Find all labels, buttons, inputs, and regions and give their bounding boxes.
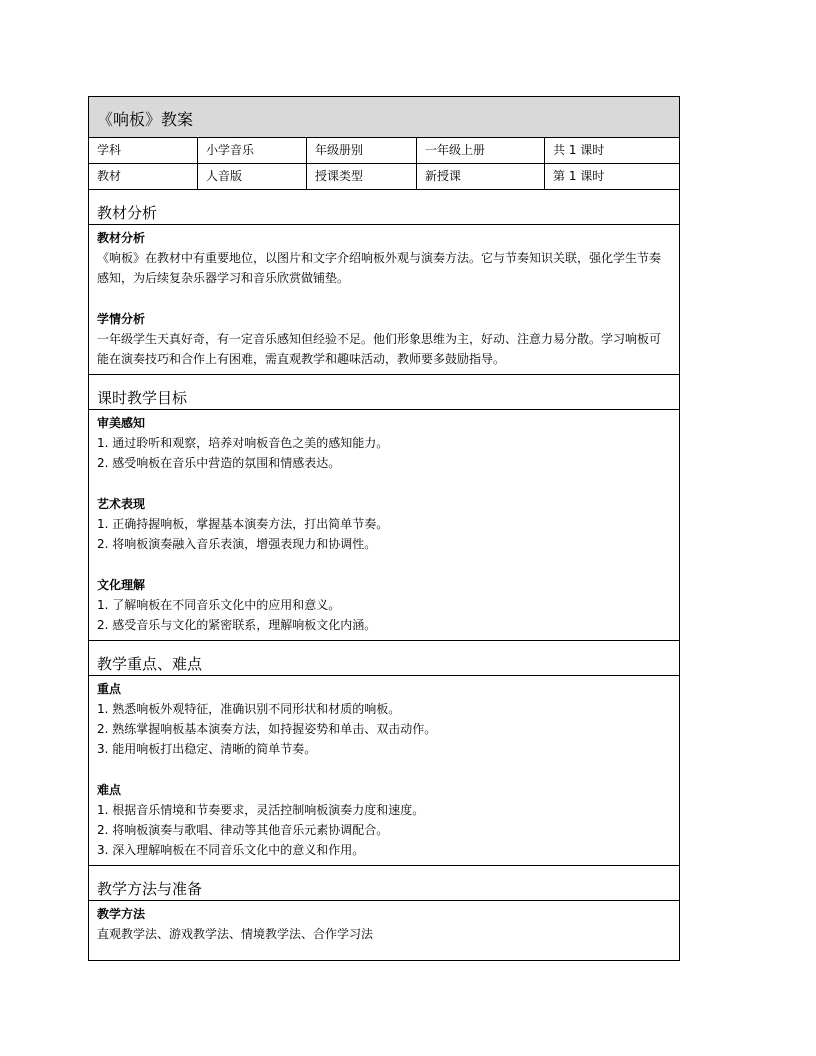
subsection-title: 文化理解 xyxy=(97,578,146,592)
lesson-plan-document xyxy=(88,96,680,961)
subsection-title: 审美感知 xyxy=(97,416,146,430)
info-value-grade: 一年级上册 xyxy=(417,138,545,163)
subsection-title: 学情分析 xyxy=(97,312,146,326)
info-label-textbook: 教材 xyxy=(89,164,198,189)
info-value-subject: 小学音乐 xyxy=(198,138,307,163)
list-item: 3. 深入理解响板在不同音乐文化中的意义和作用。 xyxy=(97,843,365,857)
section-body-key-points xyxy=(89,676,679,866)
list-item: 2. 将响板演奏融入音乐表演，增强表现力和协调性。 xyxy=(97,537,377,551)
subsection-text: 一年级学生天真好奇，有一定音乐感知但经验不足。他们形象思维为主，好动、注意力易分散。学习响板可能在演奏技巧和合作上有困难，需直观教学和趣味活动，教师要多鼓励指导。 xyxy=(97,332,662,366)
info-value-lesson-type: 新授课 xyxy=(417,164,545,189)
info-row-textbook xyxy=(89,164,679,190)
subsection xyxy=(97,228,671,288)
info-label-subject: 学科 xyxy=(89,138,198,163)
document-title: 《响板》教案 xyxy=(89,97,679,138)
subsection-title: 艺术表现 xyxy=(97,497,146,511)
list-item: 1. 通过聆听和观察，培养对响板音色之美的感知能力。 xyxy=(97,436,389,450)
list-item: 3. 能用响板打出稳定、清晰的简单节奏。 xyxy=(97,742,317,756)
list-item: 2. 感受音乐与文化的紧密联系，理解响板文化内涵。 xyxy=(97,618,377,632)
section-header-teaching-objectives: 课时教学目标 xyxy=(89,375,679,410)
subsection xyxy=(97,679,671,759)
subsection xyxy=(97,904,671,944)
section-body-teaching-objectives xyxy=(89,410,679,641)
list-item: 2. 熟练掌握响板基本演奏方法，如持握姿势和单击、双击动作。 xyxy=(97,722,437,736)
info-total-periods: 共 1 课时 xyxy=(553,143,605,157)
subsection-title: 难点 xyxy=(97,783,122,797)
list-item: 1. 正确持握响板，掌握基本演奏方法，打出简单节奏。 xyxy=(97,517,389,531)
info-label-grade: 年级册别 xyxy=(307,138,417,163)
section-header-methods: 教学方法与准备 xyxy=(89,866,679,901)
list-item: 1. 根据音乐情境和节奏要求，灵活控制响板演奏力度和速度。 xyxy=(97,803,425,817)
subsection xyxy=(97,575,671,635)
subsection-title: 教学方法 xyxy=(97,907,146,921)
subsection xyxy=(97,780,671,860)
subsection-text: 直观教学法、游戏教学法、情境教学法、合作学习法 xyxy=(97,927,374,941)
section-body-textbook-analysis xyxy=(89,225,679,375)
list-item: 2. 将响板演奏与歌唱、律动等其他音乐元素协调配合。 xyxy=(97,823,389,837)
section-body-methods xyxy=(89,901,679,960)
info-value-textbook: 人音版 xyxy=(198,164,307,189)
info-label-lesson-type: 授课类型 xyxy=(307,164,417,189)
subsection xyxy=(97,413,671,473)
info-current-period: 第 1 课时 xyxy=(553,169,605,183)
subsection xyxy=(97,494,671,554)
section-header-textbook-analysis: 教材分析 xyxy=(89,190,679,225)
subsection-title: 教材分析 xyxy=(97,231,146,245)
list-item: 1. 了解响板在不同音乐文化中的应用和意义。 xyxy=(97,598,341,612)
list-item: 1. 熟悉响板外观特征，准确识别不同形状和材质的响板。 xyxy=(97,702,401,716)
list-item: 2. 感受响板在音乐中营造的氛围和情感表达。 xyxy=(97,456,341,470)
subsection-text: 《响板》在教材中有重要地位，以图片和文字介绍响板外观与演奏方法。它与节奏知识关联，强化学生节奏感知，为后续复杂乐器学习和音乐欣赏做铺垫。 xyxy=(97,251,662,285)
info-row-subject xyxy=(89,138,679,164)
subsection-title: 重点 xyxy=(97,682,122,696)
subsection xyxy=(97,309,671,369)
section-header-key-points: 教学重点、难点 xyxy=(89,641,679,676)
